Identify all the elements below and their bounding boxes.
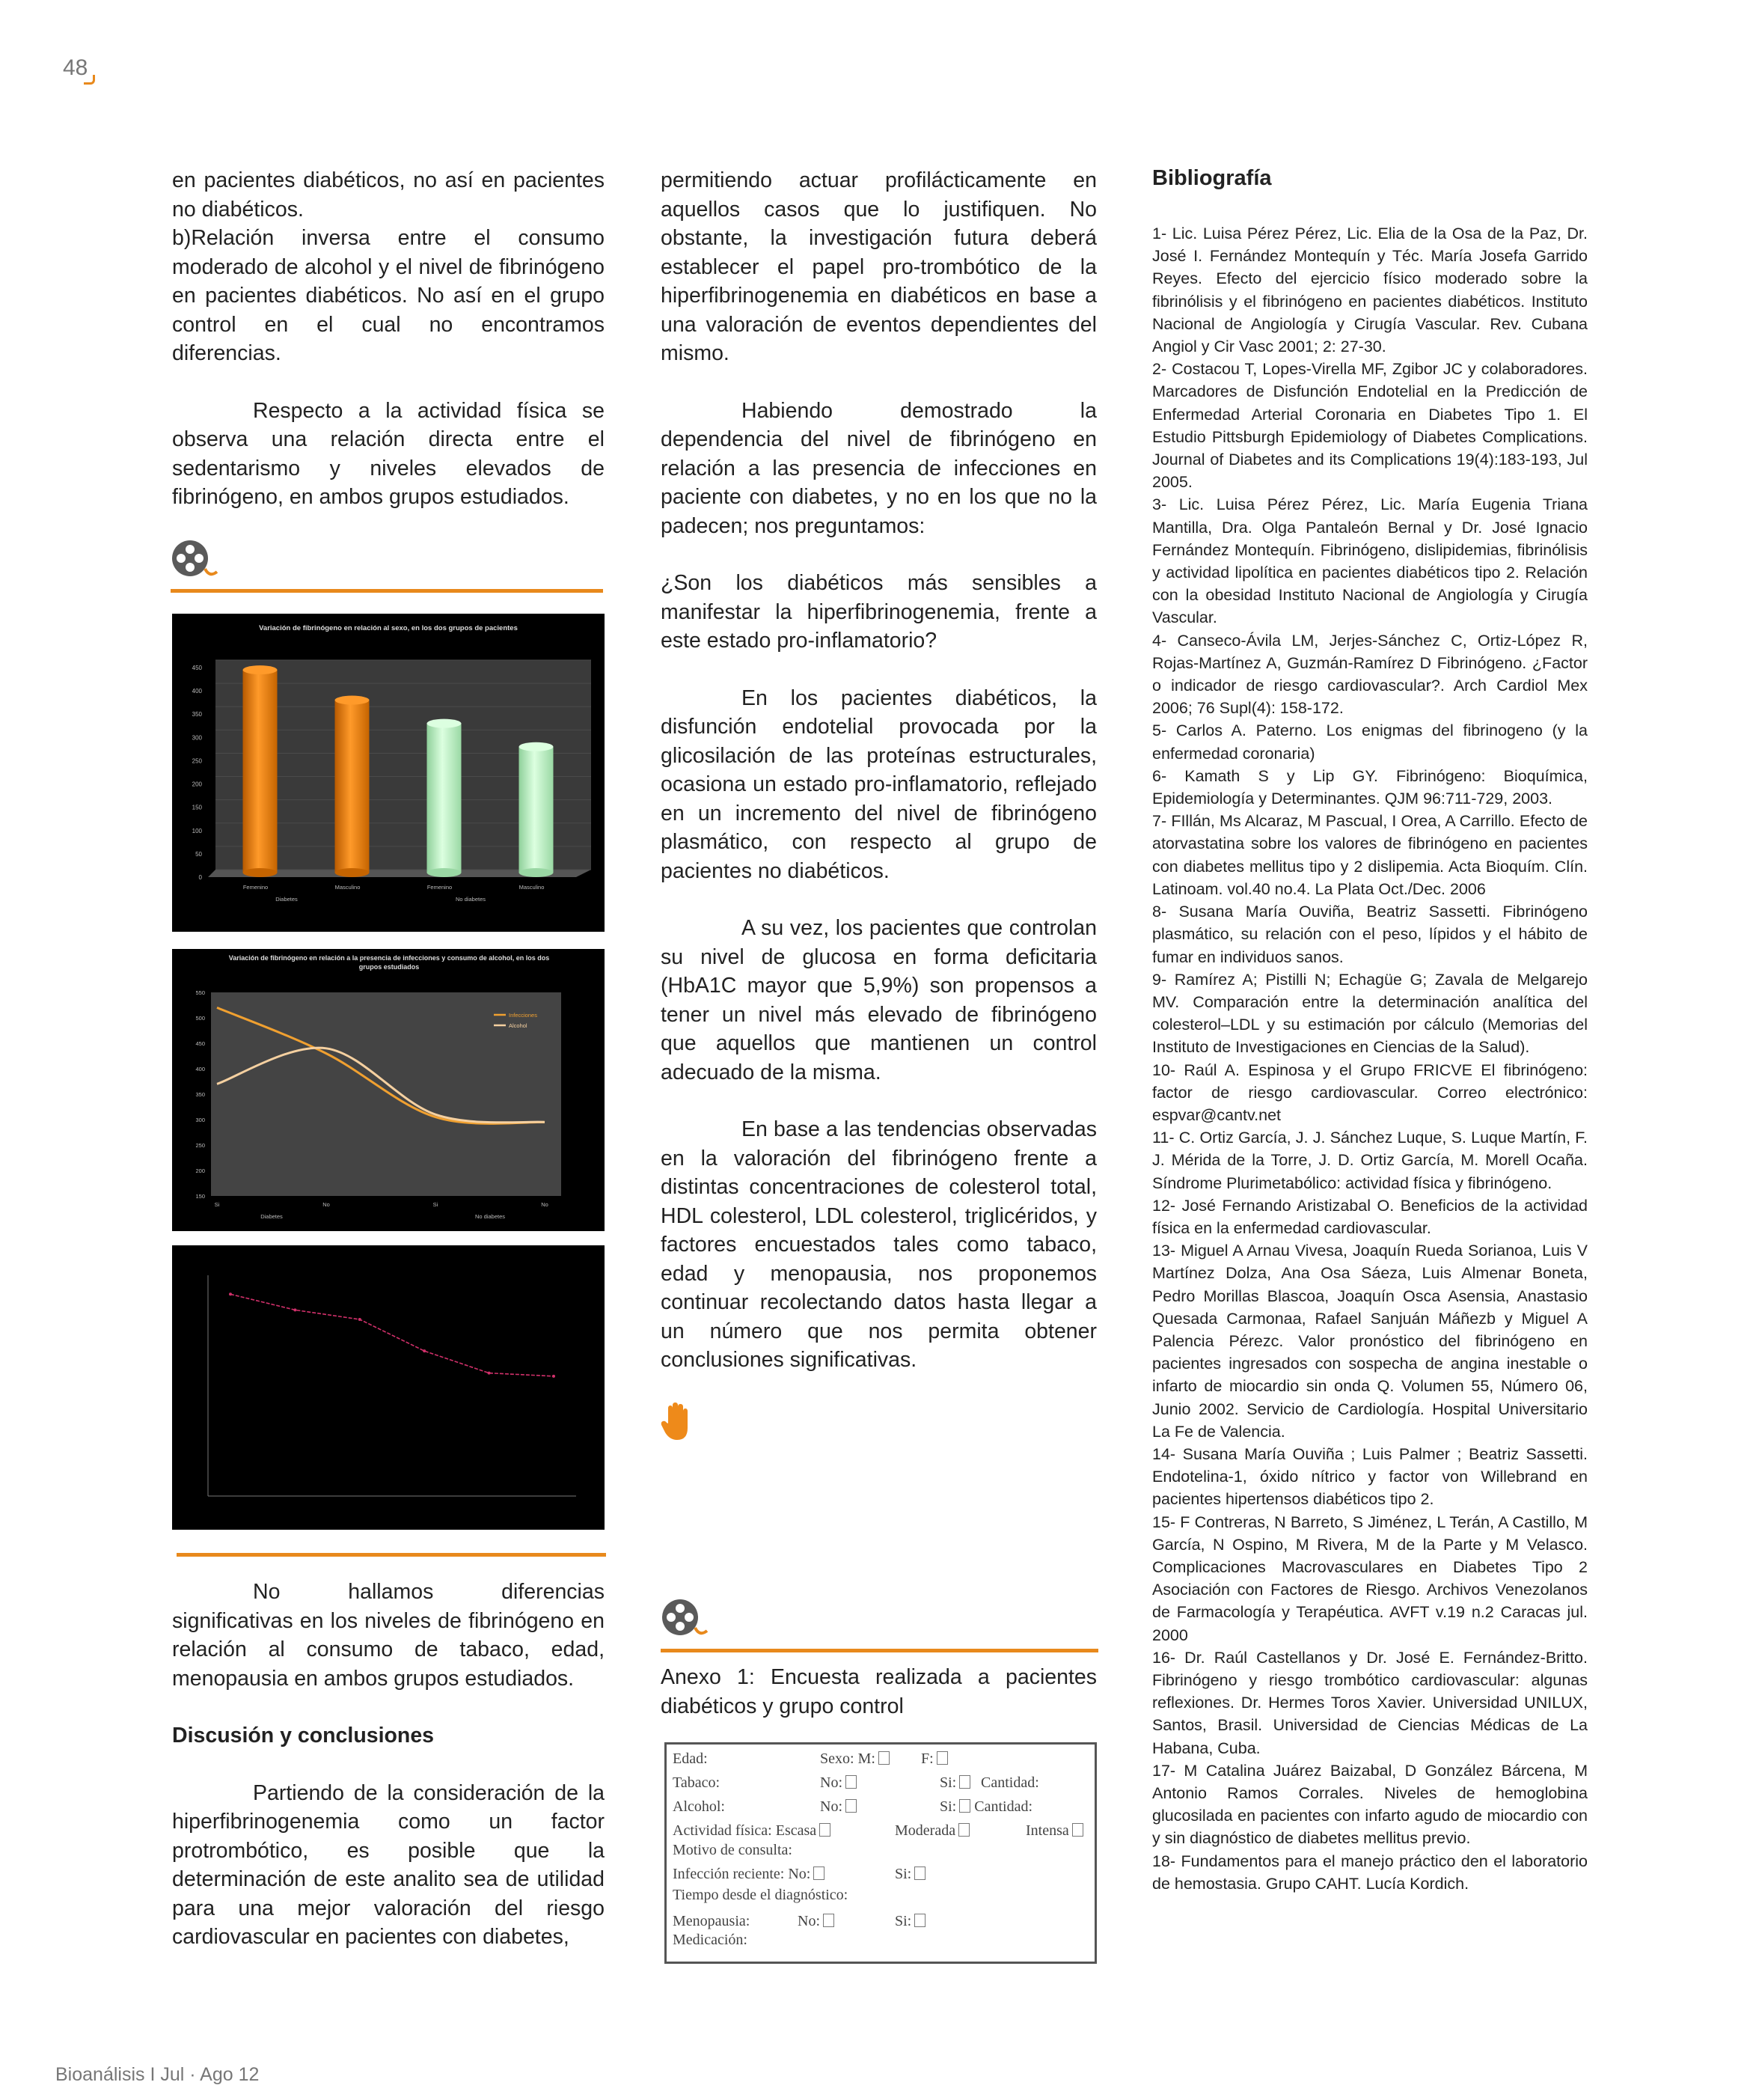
chart1-ytick: 400 — [192, 688, 202, 695]
bibliography-ref: 10- Raúl A. Espinosa y el Grupo FRICVE El fibrinógeno: factor de riesgo cardiovascular. Correo electrónico: espvar@cantv.net — [1152, 1060, 1588, 1124]
survey-alcohol-no: No: — [820, 1798, 842, 1815]
bibliography-ref: 11- C. Ortiz García, J. J. Sánchez Luque, S. Luque Martín, F. J. Mérida de la Torre, J. D. Ortiz García, M. Morell Ocaña. Síndrome Plurimetabólico: actividad física y fibrinógeno. — [1152, 1129, 1588, 1192]
survey-motivo-label: Motivo de consulta: — [673, 1842, 792, 1858]
survey-menopausia-si: Si: — [895, 1913, 912, 1929]
survey-edad-label: Edad: — [673, 1750, 708, 1767]
chart1-ytick: 0 — [198, 874, 202, 881]
column-1 — [172, 166, 605, 540]
checkbox-tabaco-no[interactable] — [845, 1775, 857, 1789]
chart2-legend-label: Alcohol — [509, 1022, 527, 1029]
column-1-bottom — [172, 1578, 605, 1980]
bibliography-ref: 2- Costacou T, Lopes-Virella MF, Zgibor JC y colaboradores. Marcadores de Disfunción Endotelial en la Predicción de Enfermedad Arterial Coronaria en Diabetes Tipo 1. El Estudio Pittsburgh Epidemiology of Diabetes Complications. Journal of Diabetes and its Complications 19(4):183-193, Jul 2005. — [1152, 360, 1588, 492]
chart1-group-label: No diabetes — [455, 896, 486, 903]
bibliography-ref: 8- Susana María Ouviña, Beatriz Sassetti. Fibrinógeno plasmático, su relación con el peso, lípidos y el hábito de fumar en individuos sanos. — [1152, 903, 1588, 966]
survey-tabaco-cantidad: Cantidad: — [981, 1774, 1039, 1791]
survey-infeccion-si: Si: — [895, 1866, 912, 1882]
survey-sexo-label: Sexo: — [820, 1750, 854, 1767]
bibliography-title: Bibliografía — [1152, 166, 1272, 190]
bibliography-ref: 13- Miguel A Arnau Vivesa, Joaquín Rueda Sorianoa, Luis V Martínez Dolza, Ana Osa Sáeza, Luis Almenar Boneta, Pedro Morillas Blascoa, Joaquín Osca Asensia, Anastasio Quesada Carmonaa, Rafael Sanjuán Máñezb y Miguel A Palencia Pérezc. Valor pronóstico del fibrinógeno en pacientes ingresados con sospecha de angina inestable o infarto de miocardio sin onda Q. Volumen 55, Número 06, Junio 2002. Servicio de Cardiología. Hospital Universitario La Fe de Valencia. — [1152, 1242, 1588, 1441]
line-chart-svg — [172, 949, 605, 1231]
chart1-ytick: 100 — [192, 827, 202, 834]
col2-paragraph-4: En los pacientes diabéticos, la disfunción endotelial provocada por la glicosilación de las proteínas estructurales, ocasiona un estado pro-inflamatorio, reflejado en un incremento del nivel de fibrinógeno plasmático, con respecto al grupo de pacientes no diabéticos. — [661, 686, 1097, 883]
chart2-category-label: No — [541, 1201, 548, 1208]
survey-infeccion-label: Infección reciente: — [673, 1866, 785, 1882]
annex-caption: Anexo 1: Encuesta realizada a pacientes diabéticos y grupo control — [661, 1665, 1097, 1718]
survey-m-label: M: — [857, 1750, 875, 1767]
col2-paragraph-2: Habiendo demostrado la dependencia del nivel de fibrinógeno en relación a las presencia de infecciones en paciente con diabetes, y no en los que no la padecen; nos preguntamos: — [661, 398, 1097, 538]
chart1-bar-base — [519, 868, 554, 877]
film-reel-icon — [171, 539, 223, 587]
bibliography-ref: 7- FIllán, Ms Alcaraz, M Pascual, I Orea, A Carrillo. Efecto de atorvastatina sobre los valores de fibrinógeno en pacientes con diabetes mellitus tipo y 2 dislipemia. Acta Bioquím. Clín. Latinoam. vol.40 no.4. La Plata Oct./Dec. 2006 — [1152, 812, 1588, 898]
chart1-bar — [519, 747, 554, 873]
column-2 — [661, 166, 1097, 1403]
chart1-category-label: Femenino — [426, 884, 453, 891]
chart3-point — [488, 1372, 491, 1375]
discussion-heading: Discusión y conclusiones — [172, 1724, 435, 1748]
survey-form — [664, 1742, 1097, 1964]
film-reel-icon-2 — [661, 1598, 713, 1646]
chart1-title: Variación de fibrinógeno en relación al sexo, en los dos grupos de pacientes — [259, 624, 518, 632]
bibliography-ref: 14- Susana María Ouviña ; Luis Palmer ; Beatriz Sassetti. Endotelina-1, óxido nítrico y factor von Willebrand en pacientes hipertensos diabéticos tipo 2. — [1152, 1444, 1588, 1509]
col2-paragraph-5: A su vez, los pacientes que controlan su nivel de glucosa en forma deficitaria (HbA1C mayor que 5,9%) son propensos a tener un nivel más elevado de fibrinógeno que aquellos que mantienen un control adecuado de la misma. — [661, 916, 1097, 1084]
chart1-bar-base — [335, 868, 370, 877]
chart3-point — [423, 1349, 426, 1352]
survey-tabaco-si: Si: — [940, 1774, 957, 1791]
survey-f-label: F: — [921, 1750, 934, 1767]
chart1-group-label: Diabetes — [275, 896, 298, 903]
bibliography-ref: 5- Carlos A. Paterno. Los enigmas del fibrinogeno (y la enfermedad coronaria) — [1152, 721, 1588, 763]
chart1-ytick: 50 — [195, 850, 202, 858]
bibliography-ref: 18- Fundamentos para el manejo práctico den el laboratorio de hemostasia. Grupo CAHT. Lucía Kordich. — [1152, 1852, 1588, 1893]
chart2-ytick: 500 — [195, 1015, 205, 1022]
chart1-bar-top — [243, 665, 278, 674]
chart-fibrinogen-infections-alcohol — [172, 949, 605, 1231]
survey-alcohol-label: Alcohol: — [673, 1798, 725, 1815]
chart1-ytick: 300 — [192, 734, 202, 742]
line-chart-3-svg — [172, 1245, 605, 1530]
chart2-legend-label: Infecciones — [509, 1012, 537, 1019]
checkbox-m[interactable] — [878, 1751, 890, 1765]
bibliography-ref: 9- Ramírez A; Pistilli N; Echagüe G; Zavala de Melgarejo MV. Comparación entre la determinación analítica del colesterol–LDL y su estimación por cálculo (Memorias del Instituto de Investigaciones en Ciencias de la Salud). — [1152, 970, 1588, 1057]
col1-paragraph-5: Partiendo de la consideración de la hiperfibrinogenemia como un factor protrombótico, es posible que la determinación de este analito sea de utilidad para una mejor valoración del riesgo cardiovascular en pacientes con diabetes, — [172, 1780, 605, 1949]
chart2-category-label: Si — [214, 1201, 220, 1208]
bibliography-ref: 3- Lic. Luisa Pérez Pérez, Lic. María Eugenia Triana Mantilla, Dra. Olga Pantaleón Bernal y Dr. José Ignacio Fernández Montequín. Fibrinógeno, dislipidemias, fibrinólisis y actividad lipolítica en pacientes diabéticos tipo 2. Relación con la obesidad Instituto Nacional de Angiología y Cirugía Vascular. — [1152, 495, 1588, 627]
bibliography-ref: 4- Canseco-Ávila LM, Jerjes-Sánchez C, Ortiz-López R, Rojas-Martínez A, Guzmán-Ramírez D Fibrinógeno. ¿Factor o indicador de riesgo cardiovascular?. Arch Cardiol Mex 2006; 76 Supl(4): 158-172. — [1152, 631, 1588, 718]
checkbox-alcohol-no[interactable] — [845, 1799, 857, 1813]
survey-alcohol-cantidad: Cantidad: — [974, 1798, 1033, 1815]
chart1-category-label: Femenino — [242, 884, 269, 891]
survey-intensa: Intensa — [1026, 1822, 1069, 1839]
checkbox-menopausia-si[interactable] — [914, 1914, 926, 1927]
chart1-ytick: 200 — [192, 781, 202, 788]
survey-actividad-label: Actividad física: — [673, 1822, 772, 1839]
chart2-category-label: Si — [432, 1201, 438, 1208]
chart2-ytick: 250 — [195, 1142, 205, 1149]
chart1-ytick: 350 — [192, 711, 202, 718]
page-number-accent — [84, 75, 95, 85]
chart3-point — [552, 1375, 555, 1378]
col2-paragraph-3: ¿Son los diabéticos más sensibles a manifestar la hiperfibrinogenemia, frente a este estado pro-inflamatorio? — [661, 571, 1097, 653]
chart1-bar-base — [243, 868, 278, 877]
col2-paragraph-1: permitiendo actuar profilácticamente en aquellos casos que lo justifiquen. No obstante, la investigación futura deberá establecer el papel pro-trombótico de la hiperfibrinogenemia en diabéticos en base a una valoración de eventos dependientes del mismo. — [661, 168, 1097, 365]
chart1-bar — [335, 700, 370, 873]
chart3-point — [358, 1318, 361, 1321]
bibliography-ref: 6- Kamath S y Lip GY. Fibrinógeno: Bioquímica, Epidemiología y Determinantes. QJM 96:711-729, 2003. — [1152, 766, 1588, 808]
bibliography-ref: 17- M Catalina Juárez Baizabal, D González Bárcena, M Antonio Ramos Corrales. Niveles de hemoglobina glucosilada en pacientes con infarto agudo de miocardio con y sin diagnóstico de diabetes mellitus previo. — [1152, 1761, 1588, 1848]
bibliography-ref: 12- José Fernando Aristizabal O. Beneficios de la actividad física en la enfermedad cardiovascular. — [1152, 1196, 1588, 1237]
survey-infeccion-no: No: — [788, 1866, 811, 1882]
checkbox-infeccion-no[interactable] — [813, 1867, 824, 1880]
chart2-ytick: 150 — [195, 1193, 205, 1200]
chart1-bar — [243, 670, 278, 873]
survey-tabaco-label: Tabaco: — [673, 1774, 721, 1791]
col1-paragraph-2: b)Relación inversa entre el consumo moderado de alcohol y el nivel de fibrinógeno en pacientes diabéticos. No así en el grupo control en el cual no encontramos diferencias. — [172, 226, 605, 365]
footer-issue: Bioanálisis I Jul · Ago 12 — [55, 2064, 260, 2085]
chart1-category-label: Masculino — [334, 884, 361, 891]
chart3-point — [229, 1292, 232, 1295]
chart2-ytick: 300 — [195, 1117, 205, 1123]
col1-paragraph-3: Respecto a la actividad física se observa una relación directa entre el sedentarismo y niveles elevados de fibrinógeno, en ambos grupos estudiados. — [172, 398, 605, 509]
bibliography-list — [1152, 222, 1588, 1895]
survey-tiempo-label: Tiempo desde el diagnóstico: — [673, 1887, 848, 1903]
chart1-bar-base — [427, 868, 462, 877]
chart-fibrinogen-by-sex — [172, 614, 605, 932]
page-number: 48 — [63, 55, 88, 80]
bar-chart-svg — [172, 614, 605, 932]
checkbox-alcohol-si[interactable] — [959, 1799, 970, 1813]
chart1-bar-top — [335, 696, 370, 705]
chart2-ytick: 200 — [195, 1167, 205, 1174]
survey-tabaco-no: No: — [820, 1774, 842, 1791]
chart1-bar — [427, 724, 462, 873]
checkbox-moderada[interactable] — [958, 1823, 970, 1837]
survey-medicacion-label: Medicación: — [673, 1932, 747, 1948]
hand-stop-icon — [661, 1401, 694, 1447]
checkbox-tabaco-si[interactable] — [959, 1775, 970, 1789]
chart-fibrinogen-third — [172, 1245, 605, 1530]
bibliography-ref: 1- Lic. Luisa Pérez Pérez, Lic. Elia de la Osa de la Paz, Dr. José I. Fernández Montequín y Téc. María Josefa Garrido Reyes. Efecto del ejercicio físico moderado sobre la fibrinólisis y el fibrinógeno en pacientes diabéticos. Instituto Nacional de Angiología y Cirugía Vascular. Rev. Cubana Angiol y Cir Vasc 2001; 2: 27-30. — [1152, 225, 1588, 356]
chart3-point — [293, 1308, 296, 1311]
chart1-ytick: 150 — [192, 804, 202, 811]
chart3-series-line — [230, 1294, 554, 1376]
chart1-ytick: 450 — [192, 665, 202, 671]
section-rule-3 — [661, 1649, 1098, 1652]
chart2-group-label: No diabetes — [474, 1213, 506, 1220]
chart2-group-label: Diabetes — [260, 1213, 283, 1220]
col2-paragraph-6: En base a las tendencias observadas en la valoración del fibrinógeno frente a distintas concentraciones de colesterol total, HDL colesterol, LDL colesterol, triglicéridos, y factores encuestados tales como tabaco, edad y menopausia, nos proponemos continuar recolectando datos hasta llegar a un número que nos permita obtener conclusiones significativas. — [661, 1117, 1097, 1372]
chart2-ytick: 400 — [195, 1066, 205, 1072]
survey-alcohol-si: Si: — [940, 1798, 957, 1815]
chart1-category-label: Masculino — [518, 884, 545, 891]
checkbox-f[interactable] — [937, 1751, 948, 1765]
section-rule — [171, 589, 603, 593]
checkbox-intensa[interactable] — [1072, 1823, 1083, 1837]
survey-moderada: Moderada — [895, 1822, 956, 1839]
chart1-ytick: 250 — [192, 757, 202, 765]
col1-paragraph-4: No hallamos diferencias significativas en los niveles de fibrinógeno en relación al consumo de tabaco, edad, menopausia en ambos grupos estudiados. — [172, 1580, 605, 1691]
chart2-title: Variación de fibrinógeno en relación a la presencia de infecciones y consumo de alcohol, en los dos grupos estudiados — [228, 954, 550, 971]
checkbox-infeccion-si[interactable] — [914, 1867, 926, 1880]
chart2-ytick: 450 — [195, 1040, 205, 1047]
survey-menopausia-label: Menopausia: — [673, 1913, 750, 1929]
bibliography-ref: 16- Dr. Raúl Castellanos y Dr. José E. Fernández-Britto. Fibrinógeno y riesgo trombótico cardiovascular: algunas reflexiones. Dr. Hermes Toros Xavier. Universidad UNILUX, Santos, Brasil. Universidad de Ciencias Médicas de La Habana, Cuba. — [1152, 1648, 1588, 1757]
chart2-ytick: 550 — [195, 989, 205, 996]
checkbox-menopausia-no[interactable] — [823, 1914, 834, 1927]
chart2-ytick: 350 — [195, 1091, 205, 1098]
section-rule-2 — [177, 1553, 606, 1557]
chart1-bar-top — [519, 742, 554, 751]
chart1-bar-top — [427, 719, 462, 728]
bibliography — [1152, 166, 1588, 1895]
chart2-category-label: No — [322, 1201, 330, 1208]
survey-escasa: Escasa — [775, 1822, 817, 1839]
col1-paragraph-1: en pacientes diabéticos, no así en pacientes no diabéticos. — [172, 168, 605, 222]
bibliography-ref: 15- F Contreras, N Barreto, S Jiménez, L Terán, A Castillo, M García, N Ospino, M Rivera, M de la Parte y M Velasco. Complicaciones Macrovasculares en Diabetes Tipo 2 Asociación con Factores de Riesgo. Archivos Venezolanos de Farmacología y Terapéutica. AVFT v.19 n.2 Caracas jul. 2000 — [1152, 1513, 1588, 1644]
checkbox-escasa[interactable] — [819, 1823, 830, 1837]
survey-menopausia-no: No: — [798, 1913, 820, 1929]
